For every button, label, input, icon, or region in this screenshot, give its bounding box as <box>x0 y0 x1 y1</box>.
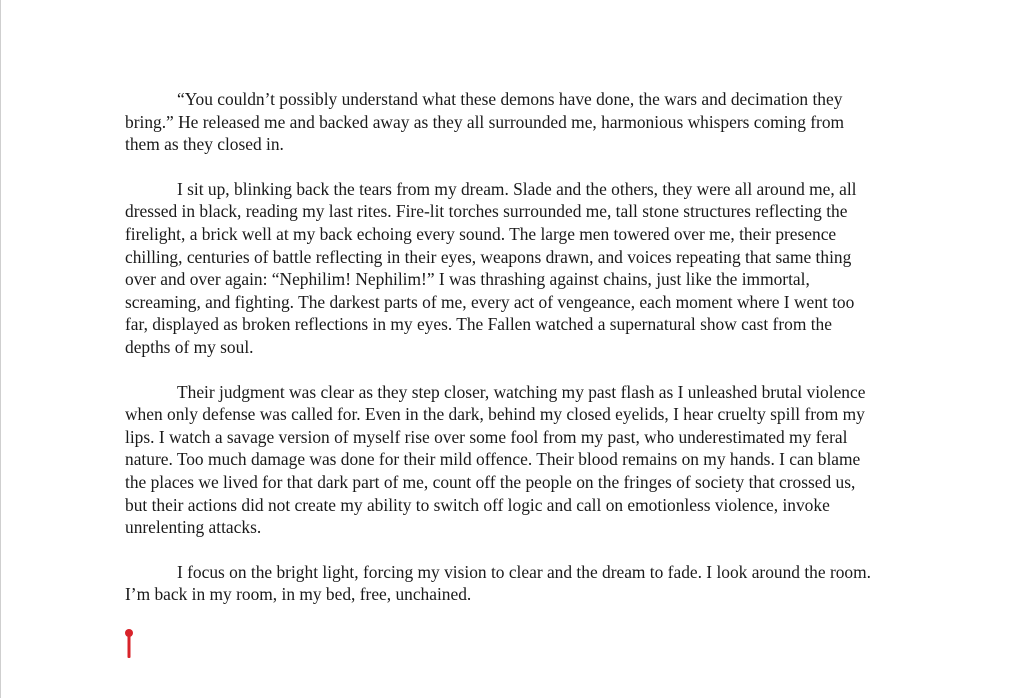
text-cursor-handle-icon[interactable] <box>124 628 134 658</box>
page-edge <box>0 0 1 698</box>
document-body[interactable] <box>125 88 875 606</box>
paragraph-3: Their judgment was clear as they step closer, watching my past flash as I unleashed brutal violence when only defense was called for. Even in the dark, behind my closed eyelids, I hear cruelty spill from my lips. I watch a savage version of myself rise over some fool from my past, who underestimated my feral nature. Too much damage was done for their mild offence. Their blood remains on my hands. I can blame the places we lived for that dark part of me, count off the people on the fringes of society that crossed us, but their actions did not create my ability to switch off logic and call on emotionless violence, invoke unrelenting attacks. <box>125 381 866 538</box>
paragraph-4: I focus on the bright light, forcing my vision to clear and the dream to fade. I look around the room. I’m back in my room, in my bed, free, unchained. <box>125 561 871 605</box>
paragraph-2: I sit up, blinking back the tears from my dream. Slade and the others, they were all around me, all dressed in black, reading my last rites. Fire-lit torches surrounded me, tall stone structures reflecting the firelight, a brick well at my back echoing every sound. The large men towered over me, their presence chilling, centuries of battle reflecting in their eyes, weapons drawn, and voices repeating that same thing over and over again: “Nephilim! Nephilim!” I was thrashing against chains, just like the immortal, screaming, and fighting. The darkest parts of me, every act of vengeance, each moment where I went too far, displayed as broken reflections in my eyes. The Fallen watched a supernatural show cast from the depths of my soul. <box>125 178 857 357</box>
paragraph-1: “You couldn’t possibly understand what these demons have done, the wars and decimation they bring.” He released me and backed away as they all surrounded me, harmonious whispers coming from them as they closed in. <box>125 89 845 155</box>
